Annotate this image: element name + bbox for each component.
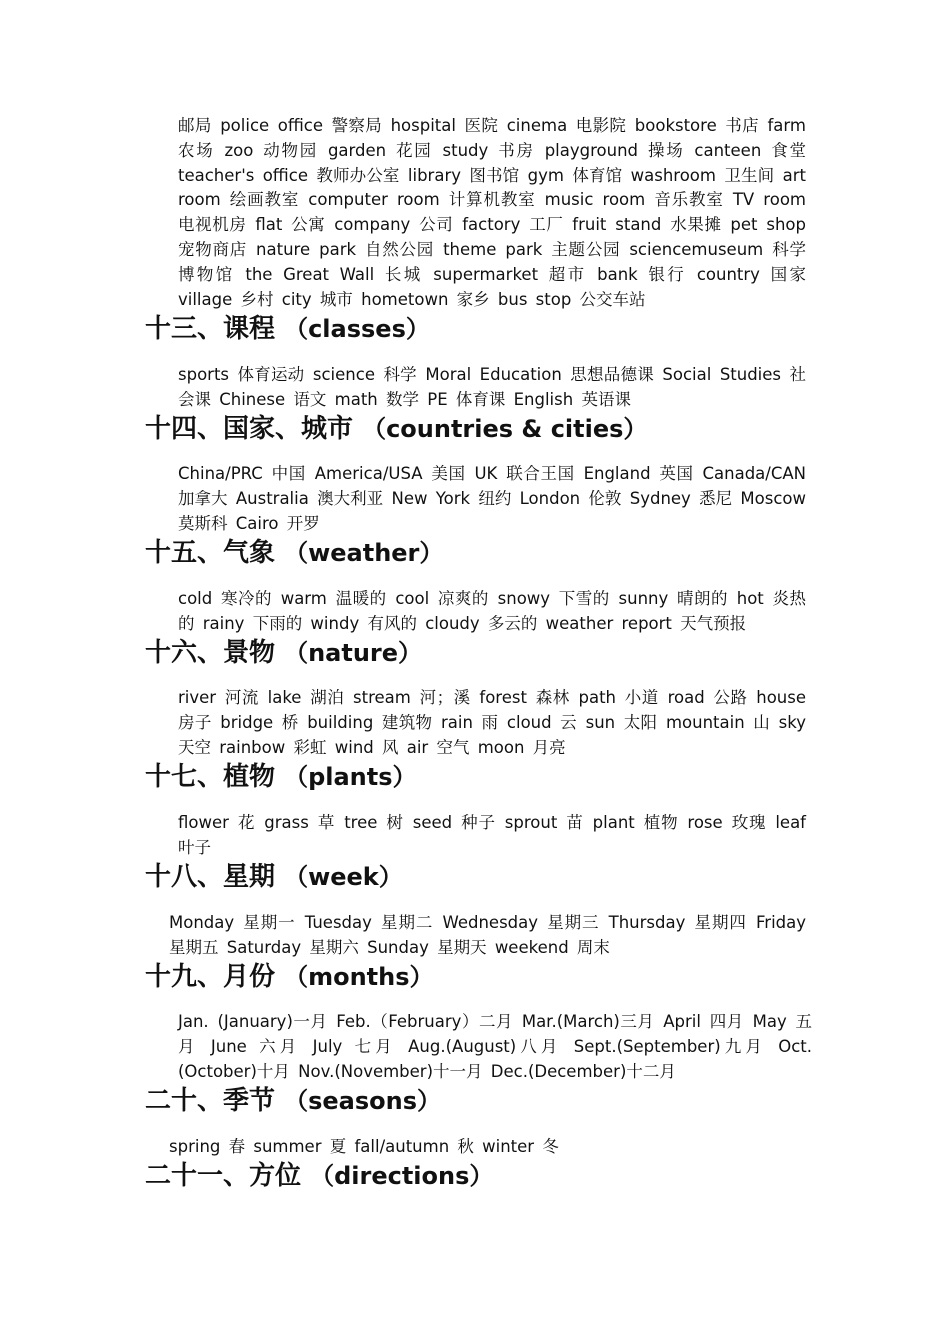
- heading-months: [145, 961, 434, 993]
- heading-directions: [145, 1160, 493, 1192]
- places-vocab-paragraph: 邮局 police office 警察局 hospital 医院 cinema 电影院 bookstore 书店 farm 农场 zoo 动物园 garden 花园 study 书房 playground 操场 canteen 食堂 teacher's office 教师办公室 library 图书馆 gym 体育馆 washroom 卫生间 art room 绘画教室 computer room 计算机教室 music room 音乐教室 TV room 电视机房 flat 公寓 company 公司 factory 工厂 fruit stand 水果摊 pet shop 宠物商店 nature park 自然公园 theme park 主题公园 sciencemuseum 科学博物馆 the Great Wall 长城 supermarket 超市 bank 银行 country 国家 village 乡村 city 城市 hometown 家乡 bus stop 公交车站: [178, 116, 806, 309]
- heading-weather-cn: 十五、气象: [145, 538, 276, 568]
- heading-plants-en: （plants）: [284, 763, 417, 791]
- nature-vocab-paragraph: river 河流 lake 湖泊 stream 河；溪 forest 森林 path 小道 road 公路 house 房子 bridge 桥 building 建筑物 rain 雨 cloud 云 sun 太阳 mountain 山 sky 天空 rainbow 彩虹 wind 风 air 空气 moon 月亮: [178, 688, 806, 757]
- heading-months-cn: 十九、月份: [145, 962, 276, 992]
- heading-weather-en: （weather）: [284, 539, 444, 567]
- classes-vocab-paragraph: sports 体育运动 science 科学 Moral Education 思想品德课 Social Studies 社会课 Chinese 语文 math 数学 PE 体育课 English 英语课: [178, 365, 806, 409]
- heading-plants: [145, 761, 417, 793]
- heading-weather: [145, 537, 443, 569]
- heading-classes: [145, 313, 430, 345]
- heading-directions-en: （directions）: [310, 1162, 494, 1190]
- heading-countries-cities-en: （countries & cities）: [362, 415, 648, 443]
- heading-week: [145, 861, 403, 893]
- heading-directions-cn: 二十一、方位: [145, 1161, 302, 1191]
- countries-vocab-paragraph: China/PRC 中国 America/USA 美国 UK 联合王国 England 英国 Canada/CAN 加拿大 Australia 澳大利亚 New York 纽约 London 伦敦 Sydney 悉尼 Moscow 莫斯科 Cairo 开罗: [178, 464, 806, 533]
- heading-classes-cn: 十三、课程: [145, 314, 276, 344]
- heading-plants-cn: 十七、植物: [145, 762, 276, 792]
- heading-week-en: （week）: [284, 863, 403, 891]
- heading-week-cn: 十八、星期: [145, 862, 276, 892]
- heading-nature-en: （nature）: [284, 639, 423, 667]
- heading-seasons-en: （seasons）: [284, 1087, 441, 1115]
- heading-seasons: [145, 1085, 441, 1117]
- heading-countries-cities-cn: 十四、国家、城市: [145, 414, 354, 444]
- heading-classes-en: （classes）: [284, 315, 430, 343]
- heading-nature: [145, 637, 422, 669]
- heading-countries-cities: [145, 413, 647, 445]
- week-vocab-paragraph: Monday 星期一 Tuesday 星期二 Wednesday 星期三 Thursday 星期四 Friday 星期五 Saturday 星期六 Sunday 星期天 weekend 周末: [169, 913, 806, 957]
- heading-months-en: （months）: [284, 963, 434, 991]
- heading-seasons-cn: 二十、季节: [145, 1086, 276, 1116]
- weather-vocab-paragraph: cold 寒冷的 warm 温暖的 cool 凉爽的 snowy 下雪的 sunny 晴朗的 hot 炎热的 rainy 下雨的 windy 有风的 cloudy 多云的 weather report 天气预报: [178, 589, 806, 633]
- seasons-vocab-paragraph: spring 春 summer 夏 fall/autumn 秋 winter 冬: [169, 1137, 559, 1156]
- heading-nature-cn: 十六、景物: [145, 638, 276, 668]
- months-vocab-paragraph: Jan. (January)一月 Feb.（February）二月 Mar.(March)三月 April 四月 May 五月 June 六月 July 七月 Aug.(August)八月 Sept.(September)九月 Oct.(October)十月 Nov.(November)十一月 Dec.(December)十二月: [178, 1012, 812, 1081]
- plants-vocab-paragraph: flower 花 grass 草 tree 树 seed 种子 sprout 苗 plant 植物 rose 玫瑰 leaf 叶子: [178, 813, 806, 857]
